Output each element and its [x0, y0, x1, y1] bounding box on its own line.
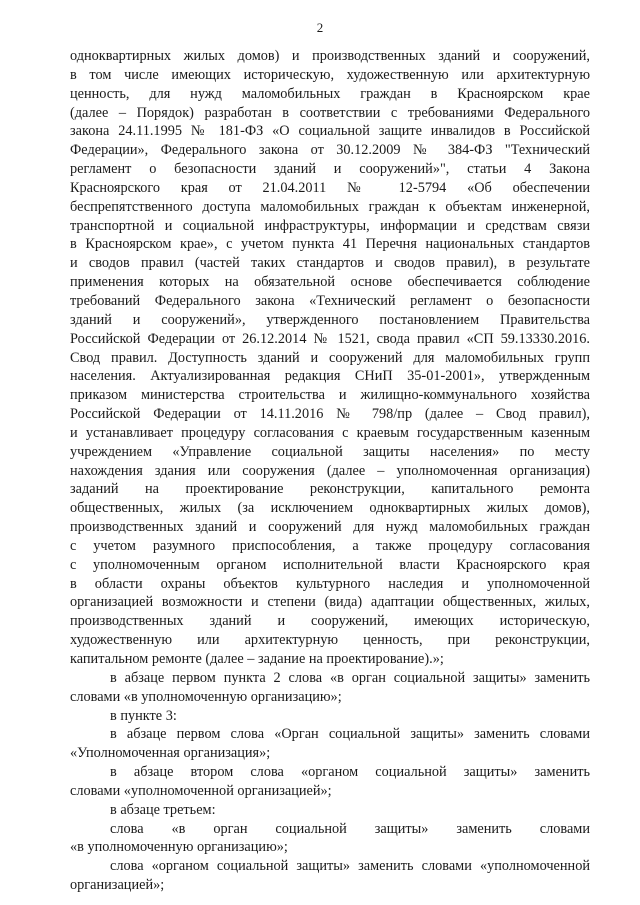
text-line: требований Федерального закона «Технический регламент о безопасности — [70, 292, 590, 309]
text-line: в абзаце третьем: — [110, 801, 216, 818]
text-line: организацией возможности и степени (вида) адаптации общественных, жилых, — [70, 594, 590, 611]
text-line: капитальном ремонте (далее – задание на проектирование).»; — [70, 651, 444, 667]
text-line: в абзаце втором слова «органом социальной защиты» заменить — [110, 764, 590, 781]
text-line: общественных, жилых (за исключением одноквартирных жилых домов), — [70, 500, 590, 517]
text-line: в Красноярском крае», с учетом пункта 41 Перечня национальных стандартов — [70, 236, 590, 253]
text-line: и устанавливает процедуру согласования с краевым государственным казенным — [70, 424, 590, 441]
text-line: населения. Актуализированная редакция СНиП 35-01-2001», утвержденным — [70, 368, 590, 385]
text-line: «Уполномоченная организация»; — [70, 745, 271, 762]
text-line: учреждением «Управление социальной защиты населения» по месту — [70, 443, 590, 460]
text-line: слова «в орган социальной защиты» заменить словами — [110, 820, 590, 837]
text-line: нахождения здания или сооружения (далее – уполномоченная организация) — [70, 462, 590, 479]
text-line: Российской Федерации от 14.11.2016 № 798/пр (далее – Свод правил), — [70, 406, 590, 423]
text-line: производственных зданий и сооружений для нужд маломобильных граждан — [70, 519, 590, 536]
text-line: Красноярского края от 21.04.2011 № 12-5794 «Об обеспечении — [70, 179, 590, 196]
text-line: и сводов правил (частей таких стандартов и сводов правил), в результате — [70, 255, 590, 272]
text-line: с уполномоченным органом исполнительной власти Красноярского края — [70, 556, 590, 573]
text-line: в области охраны объектов культурного наследия и уполномоченной — [70, 575, 590, 592]
text-line: организацией»; — [70, 877, 165, 894]
text-line: Российской Федерации от 26.12.2014 № 1521, свода правил «СП 59.13330.2016. — [70, 330, 590, 347]
text-line: беспрепятственного доступа маломобильных граждан к объектам инженерной, — [70, 198, 590, 215]
text-line: в пункте 3: — [110, 707, 177, 724]
text-line: в абзаце первом пункта 2 слова «в орган социальной защиты» заменить — [110, 669, 590, 686]
text-line: Федерации», Федерального закона от 30.12.2009 № 384-ФЗ "Технический — [70, 142, 590, 159]
text-line: в том числе имеющих историческую, художественную или архитектурную — [70, 66, 590, 83]
text-line: применения которых на обязательной основе обеспечивается соблюдение — [70, 274, 590, 291]
text-line: транспортной и социальной инфраструктуры, информации и средствам связи — [70, 217, 590, 234]
text-line: художественную или архитектурную ценность, при реконструкции, — [70, 632, 590, 649]
text-line: словами «уполномоченной организацией»; — [70, 782, 332, 799]
page-number: 2 — [316, 20, 324, 35]
text-line: с учетом разумного приспособления, а также процедуру согласования — [70, 537, 590, 554]
text-line: производственных зданий и сооружений, имеющих историческую, — [70, 613, 590, 630]
text-line: одноквартирных жилых домов) и производственных зданий и сооружений, — [70, 48, 590, 64]
text-line: регламент о безопасности зданий и сооружений»", статьи 4 Закона — [70, 161, 590, 178]
text-line: заданий на проектирование реконструкции, капитального ремонта — [70, 481, 590, 498]
text-line: слова «органом социальной защиты» заменить словами «уполномоченной — [110, 858, 590, 875]
text-line: в абзаце первом слова «Орган социальной защиты» заменить словами — [110, 726, 590, 743]
text-line: словами «в уполномоченную организацию»; — [70, 688, 342, 705]
text-line: зданий и сооружений», утвержденного постановлением Правительства — [70, 311, 590, 328]
text-line: ценность, для нужд маломобильных граждан в Красноярском крае — [70, 85, 590, 102]
text-line: Свод правил. Доступность зданий и сооружений для маломобильных групп — [70, 349, 590, 366]
text-line: (далее – Порядок) разработан в соответствии с требованиями Федерального — [70, 104, 590, 121]
text-line: закона 24.11.1995 № 181-ФЗ «О социальной защите инвалидов в Российской — [70, 123, 590, 140]
document-body — [70, 47, 590, 895]
text-line: приказом министерства строительства и жилищно-коммунального хозяйства — [70, 387, 590, 404]
text-line: «в уполномоченную организацию»; — [70, 839, 288, 856]
